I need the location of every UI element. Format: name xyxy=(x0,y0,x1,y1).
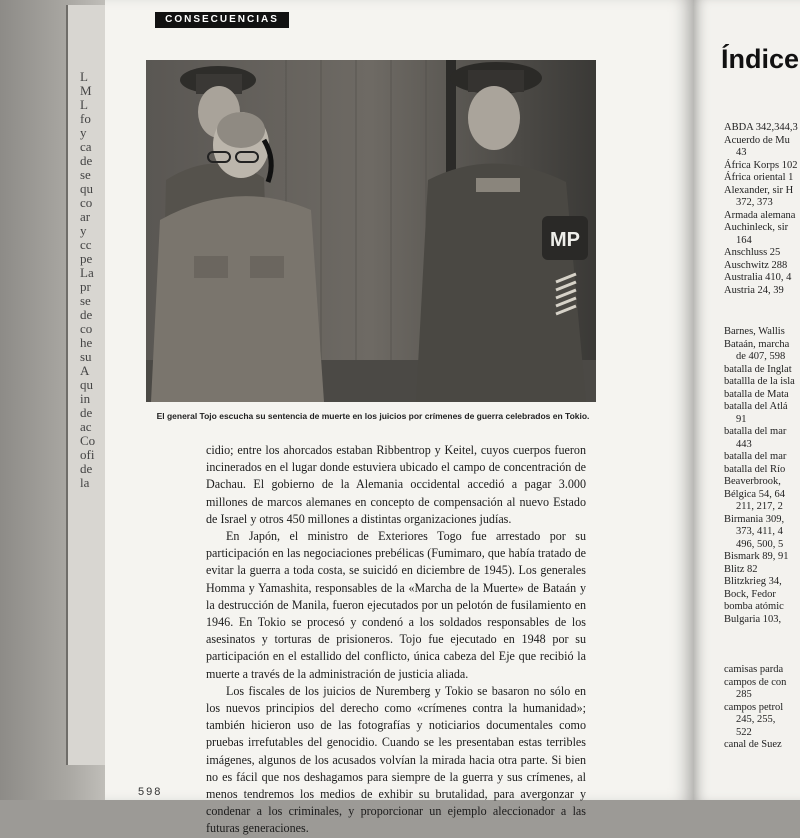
left-page-fragment: qu xyxy=(80,377,93,392)
index-entry: batalla del Atlá xyxy=(724,401,788,412)
index-entry: canal de Suez xyxy=(724,739,782,750)
photo-illustration xyxy=(146,60,596,402)
left-page-fragment: se xyxy=(80,293,91,308)
left-page-fragment: fo xyxy=(80,111,91,126)
left-page-fragment: ofi xyxy=(80,447,95,462)
left-page-fragment: co xyxy=(80,321,93,336)
left-page-fragment: de xyxy=(80,405,93,420)
index-entry: Blitz 82 xyxy=(724,563,758,575)
left-page-fragment: se xyxy=(80,167,91,182)
index-entry: 43 xyxy=(736,147,747,158)
index-entry: campos de con xyxy=(724,676,787,688)
index-title: Índice xyxy=(721,44,800,74)
left-page-fragment: L xyxy=(80,97,88,112)
index-entry: Barnes, Wallis xyxy=(724,326,785,337)
photo-caption: El general Tojo escucha su sentencia de muerte en los juicios por crímenes de guerra celebrados en Tokio. xyxy=(156,411,590,421)
left-page-fragment: qu xyxy=(80,181,93,196)
index-entry: Bulgaria 103, xyxy=(724,613,782,625)
left-page-fragment: co xyxy=(80,195,93,210)
index-entry: Alexander, sir H xyxy=(724,184,794,196)
tojo-trial-photo xyxy=(146,60,596,402)
index-entry: 496, 500, 5 xyxy=(736,538,784,550)
index-entry: 285 xyxy=(736,689,752,700)
left-page-fragment: de xyxy=(80,307,93,322)
left-page-fragment: y xyxy=(80,125,87,140)
index-entry: camisas parda xyxy=(724,664,784,675)
left-page-fragment: A xyxy=(80,363,90,378)
index-entry: batalla del mar xyxy=(724,451,787,462)
left-page-fragment: L xyxy=(80,69,88,84)
paragraph: Los fiscales de los juicios de Nuremberg y Tokio se basaron no sólo en los nuevos principios del derecho como «crímenes contra la humanidad»; también hicieron uso de las fotografías y noticiarios documentales como pruebas irrefutables del genocidio. Cuando se les presentaban estas terribles imágenes, algunos de los acusados volvían la mirada hacia otra parte. Si bien no es fácil que nos deshagamos para siempre de la guerra y sus crímenes, al menos tendremos los medios de exhibir su brutalidad, para avergonzar y condenar a los criminales, y proporcionar un ejemplo aleccionador a las futuras generaciones. xyxy=(206,683,586,836)
index-entry: 522 xyxy=(736,726,752,738)
left-page-fragment: in xyxy=(80,391,91,406)
left-page-fragment: cc xyxy=(80,237,92,252)
index-entry: 211, 217, 2 xyxy=(736,501,783,512)
index-entry: Bismark 89, 91 xyxy=(724,551,789,562)
index-entry: Blitzkrieg 34, xyxy=(724,576,782,587)
index-entry: ABDA 342,344,3 xyxy=(724,122,798,133)
mp-armband-text: MP xyxy=(550,229,580,251)
left-page-fragment: la xyxy=(80,475,90,490)
adjacent-book xyxy=(0,0,112,800)
index-entry: Bock, Fedor xyxy=(724,588,776,600)
index-entry: Birmania 309, xyxy=(724,513,785,525)
index-entry: batalla del mar xyxy=(724,426,787,437)
index-entry: de 407, 598 xyxy=(736,351,786,362)
left-page-fragment: Co xyxy=(80,433,96,448)
index-entry: batalla de Inglat xyxy=(724,363,792,375)
left-page-fragment: he xyxy=(80,335,93,350)
left-page-fragment: ar xyxy=(80,209,91,224)
left-page-fragment: ac xyxy=(80,419,92,434)
left-page-fragment: de xyxy=(80,153,93,168)
paragraph: cidio; entre los ahorcados estaban Ribbentrop y Keitel, cuyos cuerpos fueron incinerados en el lugar donde estuviera ubicado el campo de concentración de Dachau. El gobierno de la Alemania occidental accedió a pagar 3.000 millones de marcos alemanes en concepto de compensación al nuevo Estado de Israel y otros 450 millones a distintas organizaciones judías. xyxy=(206,443,586,526)
index-group-c xyxy=(724,664,800,752)
index-entry: 164 xyxy=(736,234,752,246)
left-page-fragment: La xyxy=(80,265,94,280)
index-entry: 373, 411, 4 xyxy=(736,526,783,537)
index-entry: campos petrol xyxy=(724,701,784,713)
left-page-fragment: su xyxy=(80,349,92,364)
index-entry: bomba atómic xyxy=(724,601,784,612)
index-entry: Auchinleck, sir xyxy=(724,222,789,233)
index-entry: Austria 24, 39 xyxy=(724,284,784,296)
left-page-fragment: pr xyxy=(80,279,91,294)
index-group-b xyxy=(724,326,800,626)
index-entry: 245, 255, xyxy=(736,714,776,725)
left-page-fragment: ca xyxy=(80,139,92,154)
index-entry: 372, 373 xyxy=(736,197,773,208)
index-entry: Bélgica 54, 64 xyxy=(724,488,785,500)
index-entry: Anschluss 25 xyxy=(724,247,781,258)
left-page-fragment: M xyxy=(80,83,92,98)
section-label: CONSECUENCIAS xyxy=(155,12,289,28)
index-entry: 91 xyxy=(736,413,747,425)
body-text xyxy=(206,442,586,838)
paragraph: En Japón, el ministro de Exteriores Togo fue arrestado por su participación en las negociaciones prebélicas (Fumimaro, que había tratado de evitar la guerra a toda costa, se suicidó en diciembre de 1945). Los generales Homma y Yamashita, responsables de la «Marcha de la Muerte» de Bataán y la destrucción de Manila, fueron ejecutados por un pelotón de fusilamiento en 1946. En Tokio se procesó y condenó a los soldados responsables de los asesinatos y torturas de prisioneros. Tojo fue ejecutado en 1948 por su participación en el estallido del conflicto, única cabeza del Eje que recibió la muerte a través de la administración de justicia aliada. xyxy=(206,529,586,681)
index-entry: batalla del Río xyxy=(724,463,786,475)
index-entry: África oriental 1 xyxy=(724,172,794,183)
index-entry: Armada alemana xyxy=(724,209,796,221)
index-entry: batallla de la isla xyxy=(724,376,795,387)
index-entry: Auschwitz 288 xyxy=(724,259,788,271)
index-entry: Australia 410, 4 xyxy=(724,272,792,283)
left-page-fragment: de xyxy=(80,461,93,476)
index-entry: Bataán, marcha xyxy=(724,338,790,350)
left-page-fragment: y xyxy=(80,223,87,238)
index-entry: África Korps 102 xyxy=(724,159,798,171)
index-entry: 443 xyxy=(736,438,752,450)
index-entry: Acuerdo de Mu xyxy=(724,134,790,146)
left-page-fragment: pe xyxy=(80,251,93,266)
index-group-a xyxy=(724,122,800,297)
index-entry: batalla de Mata xyxy=(724,388,789,400)
page-number: 598 xyxy=(138,786,163,798)
index-entry: Beaverbrook, xyxy=(724,476,781,487)
